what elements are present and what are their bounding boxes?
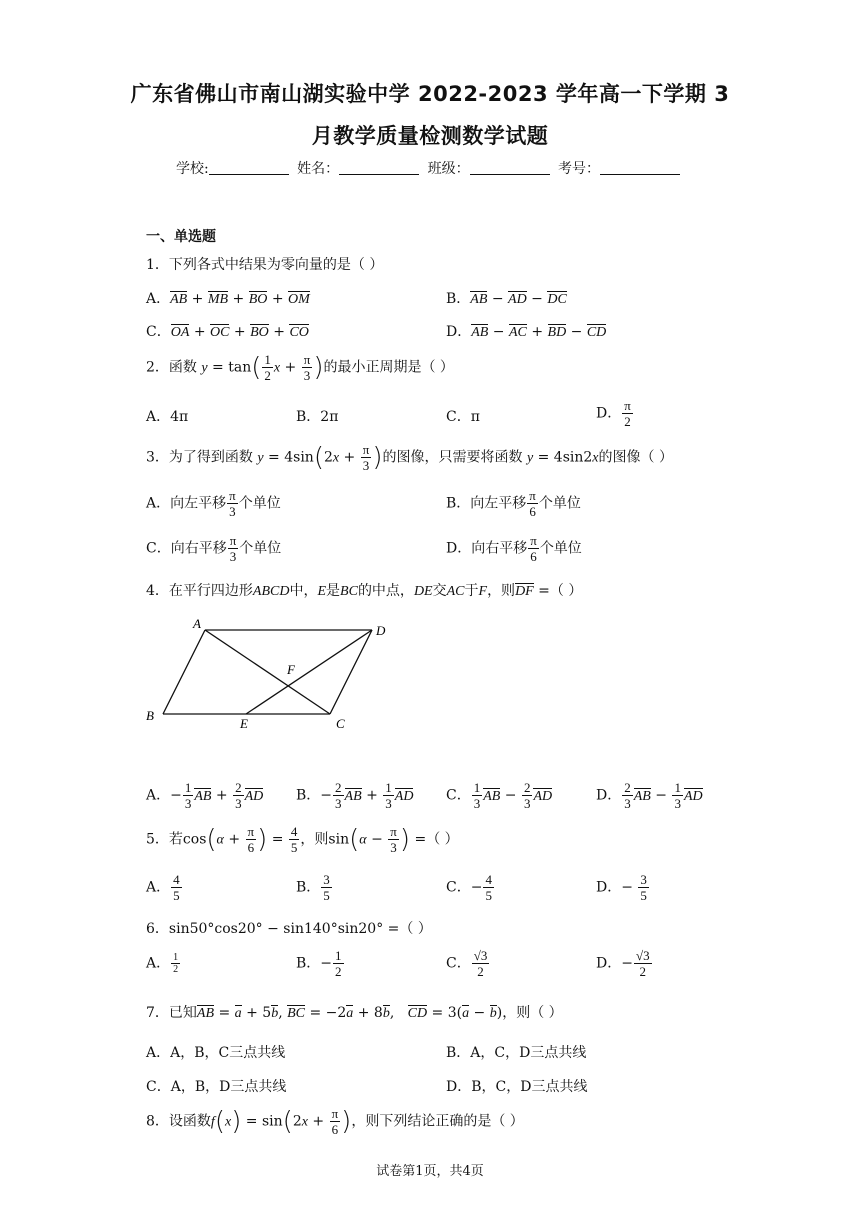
point-e-label: E [240,716,248,731]
q4-option-a[interactable]: A．− $\frac{1}{3}$ AB + $\frac{2}{3}$ AD [146,780,264,811]
point-a-label: A [193,616,201,631]
question-3-stem: 3．为了得到函数 y = 4sin(2x + $\frac{\pi}{3}$ )的图像，只需要将函数 y = 4sin2x的图像（ ） [146,442,673,473]
question-4-stem: 4．在平行四边形ABCD中，E是BC的中点，DE交AC于F，则DF =（ ） [146,583,583,599]
class-label: 班级： [427,161,470,177]
title-line-2: 月教学质量检测数学试题 [311,124,549,148]
q1-option-d[interactable]: D．AB − AC + BD − CD [446,324,607,340]
question-8-stem: 8．设函数f(x) = sin(2x + $\frac{\pi}{6}$ )，则下列结论正确的是（ ） [146,1106,524,1137]
q2-option-b[interactable]: B．2π [296,409,339,425]
point-c-label: C [336,716,345,731]
q3-option-d[interactable]: D．向右平移 $\frac{\pi}{6}$ 个单位 [446,533,582,564]
page-footer: 试卷第1页，共4页 [376,1164,484,1179]
q1-option-b[interactable]: B．AB − AD − DC [446,291,567,307]
q4-option-d[interactable]: D． $\frac{2}{3}$ AB − $\frac{1}{3}$ AD [596,780,703,811]
number-blank[interactable] [600,160,680,175]
segment-ab [163,630,205,714]
class-blank[interactable] [470,160,550,175]
q7-option-a[interactable]: A．A，B，C三点共线 [146,1045,286,1061]
question-5-stem: 5．若cos(α + $\frac{\pi}{6}$ ) = $\frac{4}{5}$ ，则sin(α − $\frac{\pi}{3}$ ) =（ ） [146,824,459,855]
question-6-stem: 6．sin50°cos20° − sin140°sin20° =（ ） [146,921,432,937]
q5-option-b[interactable]: B． $\frac{3}{5}$ [296,872,330,903]
q5-option-a[interactable]: A． $\frac{4}{5}$ [146,872,180,903]
q7-option-d[interactable]: D．B，C，D三点共线 [446,1079,588,1095]
point-b-label: B [146,708,154,723]
question-1-stem: 1．下列各式中结果为零向量的是（ ） [146,257,384,273]
q1-option-c[interactable]: C．OA + OC + BO + CO [146,324,309,340]
q2-option-c[interactable]: C．π [446,409,480,425]
name-label: 姓名： [297,161,340,177]
student-info-line [0,158,860,178]
q5-option-d[interactable]: D．− $\frac{3}{5}$ [596,872,647,903]
q3-option-a[interactable]: A．向左平移 $\frac{\pi}{3}$ 个单位 [146,488,281,519]
name-blank[interactable] [339,160,419,175]
segment-ac [205,630,330,714]
q6-option-d[interactable]: D．− $\frac{√3}{2}$ [596,948,650,979]
question-7-stem: 7．已知AB = a + 5b, BC = −2a + 8b, CD = 3(a − b)，则（ ） [146,1005,563,1021]
parallelogram-figure [140,612,400,736]
q2-option-a[interactable]: A．4π [146,409,189,425]
title-line-1: 广东省佛山市南山湖实验中学 2022-2023 学年高一下学期 3 [130,82,730,106]
q6-option-a[interactable]: A． $\frac{1}{2}$ [146,952,179,975]
q4-option-c[interactable]: C． $\frac{1}{3}$ AB − $\frac{2}{3}$ AD [446,780,553,811]
q5-option-c[interactable]: C．− $\frac{4}{5}$ [446,872,492,903]
q6-option-b[interactable]: B．− $\frac{1}{2}$ [296,948,342,979]
q4-option-b[interactable]: B．− $\frac{2}{3}$ AB + $\frac{1}{3}$ AD [296,780,414,811]
q7-option-c[interactable]: C．A，B，D三点共线 [146,1079,287,1095]
segment-dc [330,630,372,714]
point-d-label: D [376,623,386,638]
segment-de [246,630,372,714]
q6-option-c[interactable]: C． $\frac{√3}{2}$ [446,948,488,979]
number-label: 考号： [558,161,601,177]
school-blank[interactable] [209,160,289,175]
q1-option-a[interactable]: A．AB + MB + BO + OM [146,291,310,307]
section-heading: 一、单选题 [146,229,216,245]
point-f-label: F [287,662,295,677]
q2-option-d[interactable]: D． $\frac{\pi}{2}$ [596,398,631,429]
q3-option-b[interactable]: B．向左平移 $\frac{\pi}{6}$ 个单位 [446,488,581,519]
q3-option-c[interactable]: C．向右平移 $\frac{\pi}{3}$ 个单位 [146,533,282,564]
q7-option-b[interactable]: B．A，C，D三点共线 [446,1045,587,1061]
question-2-stem: 2．函数 y = tan( $\frac{1}{2}$ x + $\frac{\pi}{3}$ )的最小正周期是（ ） [146,352,454,383]
school-label: 学校: [175,161,209,177]
